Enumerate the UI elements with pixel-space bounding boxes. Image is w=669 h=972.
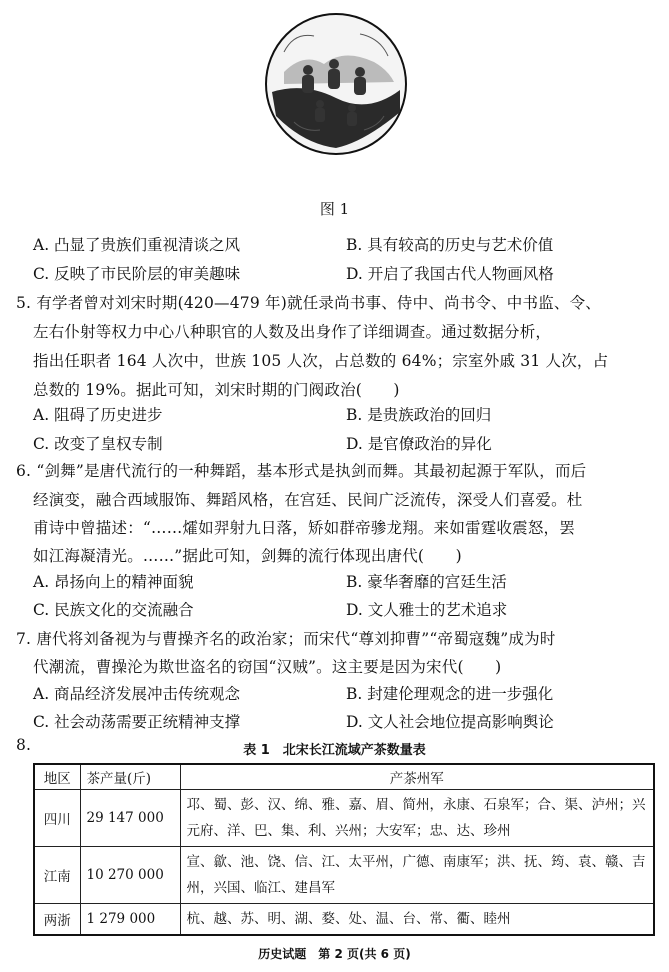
- q7-option-c: C. 社会动荡需要正统精神支撑: [33, 713, 241, 731]
- q7-option-b: B. 封建伦理观念的进一步强化: [346, 685, 554, 703]
- q7-line-1: 7. 唐代将刘备视为与曹操齐名的政治家；而宋代“尊刘抑曹”“帝蜀寇魏”成为时: [16, 630, 556, 648]
- figure-caption: 图 1: [319, 200, 350, 218]
- header-prefectures: 产茶州军: [180, 764, 654, 790]
- q8-number: 8.: [16, 736, 32, 754]
- q6-line-3: 甫诗中曾描述：“……㸌如羿射九日落，矫如群帝骖龙翔。来如雷霆收震怒，罢: [33, 519, 575, 537]
- q4-option-c: C. 反映了市民阶层的审美趣味: [33, 265, 241, 283]
- q6-option-b: B. 豪华奢靡的宫廷生活: [346, 573, 507, 591]
- tea-production-table: [33, 763, 655, 936]
- q6-line-4: 如江海凝清光。……”据此可知，剑舞的流行体现出唐代( ): [33, 547, 462, 565]
- q5-line-4: 总数的 19%。据此可知，刘宋时期的门阀政治( ): [33, 381, 400, 399]
- cell-region: 两浙: [34, 904, 80, 936]
- cell-output: 10 270 000: [80, 847, 180, 904]
- q5-line-2: 左右仆射等权力中心八种职官的人数及出身作了详细调查。通过数据分析，: [33, 323, 552, 341]
- q6-option-d: D. 文人雅士的艺术追求: [346, 601, 508, 619]
- table-row: [34, 790, 654, 847]
- cell-prefectures: 宣、歙、池、饶、信、江、太平州，广德、南康军；洪、抚、筠、袁、赣、吉州，兴国、临江、建昌军: [180, 847, 654, 904]
- q5-option-b: B. 是贵族政治的回归: [346, 406, 492, 424]
- q7-option-a: A. 商品经济发展冲击传统观念: [33, 685, 241, 703]
- q5-line-3: 指出任职者 164 人次中，世族 105 人次，占总数的 64%；宗室外戚 31 人次，占: [33, 352, 609, 370]
- cell-prefectures: 杭、越、苏、明、湖、婺、处、温、台、常、衢、睦州: [180, 904, 654, 936]
- q7-option-d: D. 文人社会地位提高影响舆论: [346, 713, 554, 731]
- q5-option-d: D. 是官僚政治的异化: [346, 435, 492, 453]
- table-title: 表 1 北宋长江流域产茶数量表: [243, 743, 426, 758]
- table-header-row: [34, 764, 654, 790]
- q5-option-c: C. 改变了皇权专制: [33, 435, 163, 453]
- q7-line-2: 代潮流，曹操沦为欺世盗名的窃国“汉贼”。这主要是因为宋代( ): [33, 658, 502, 676]
- q5-line-1: 5. 有学者曾对刘宋时期(420—479 年)就任录尚书事、侍中、尚书令、中书监、令、: [16, 294, 602, 312]
- header-output: 茶产量(斤): [80, 764, 180, 790]
- q4-option-d: D. 开启了我国古代人物画风格: [346, 265, 554, 283]
- q6-line-2: 经演变，融合西域服饰、舞蹈风格，在宫廷、民间广泛流传，深受人们喜爱。杜: [33, 491, 583, 509]
- cell-prefectures: 邛、蜀、彭、汉、绵、雅、嘉、眉、简州，永康、石泉军；合、渠、泸州；兴元府、洋、巴、集、利、兴州；大安军；忠、达、珍州: [180, 790, 654, 847]
- q6-option-c: C. 民族文化的交流融合: [33, 601, 194, 619]
- table-row: [34, 904, 654, 936]
- figure-1-painting: [264, 12, 408, 156]
- cell-region: 四川: [34, 790, 80, 847]
- cell-output: 29 147 000: [80, 790, 180, 847]
- q4-option-b: B. 具有较高的历史与艺术价值: [346, 236, 554, 254]
- table-row: [34, 847, 654, 904]
- cell-output: 1 279 000: [80, 904, 180, 936]
- page-footer: 历史试题 第 2 页(共 6 页): [258, 947, 411, 961]
- q6-option-a: A. 昂扬向上的精神面貌: [33, 573, 194, 591]
- q4-option-a: A. 凸显了贵族们重视清谈之风: [33, 236, 241, 254]
- q6-line-1: 6. “剑舞”是唐代流行的一种舞蹈，基本形式是执剑而舞。其最初起源于军队，而后: [16, 462, 587, 480]
- cell-region: 江南: [34, 847, 80, 904]
- q5-option-a: A. 阻碍了历史进步: [33, 406, 163, 424]
- header-region: 地区: [34, 764, 80, 790]
